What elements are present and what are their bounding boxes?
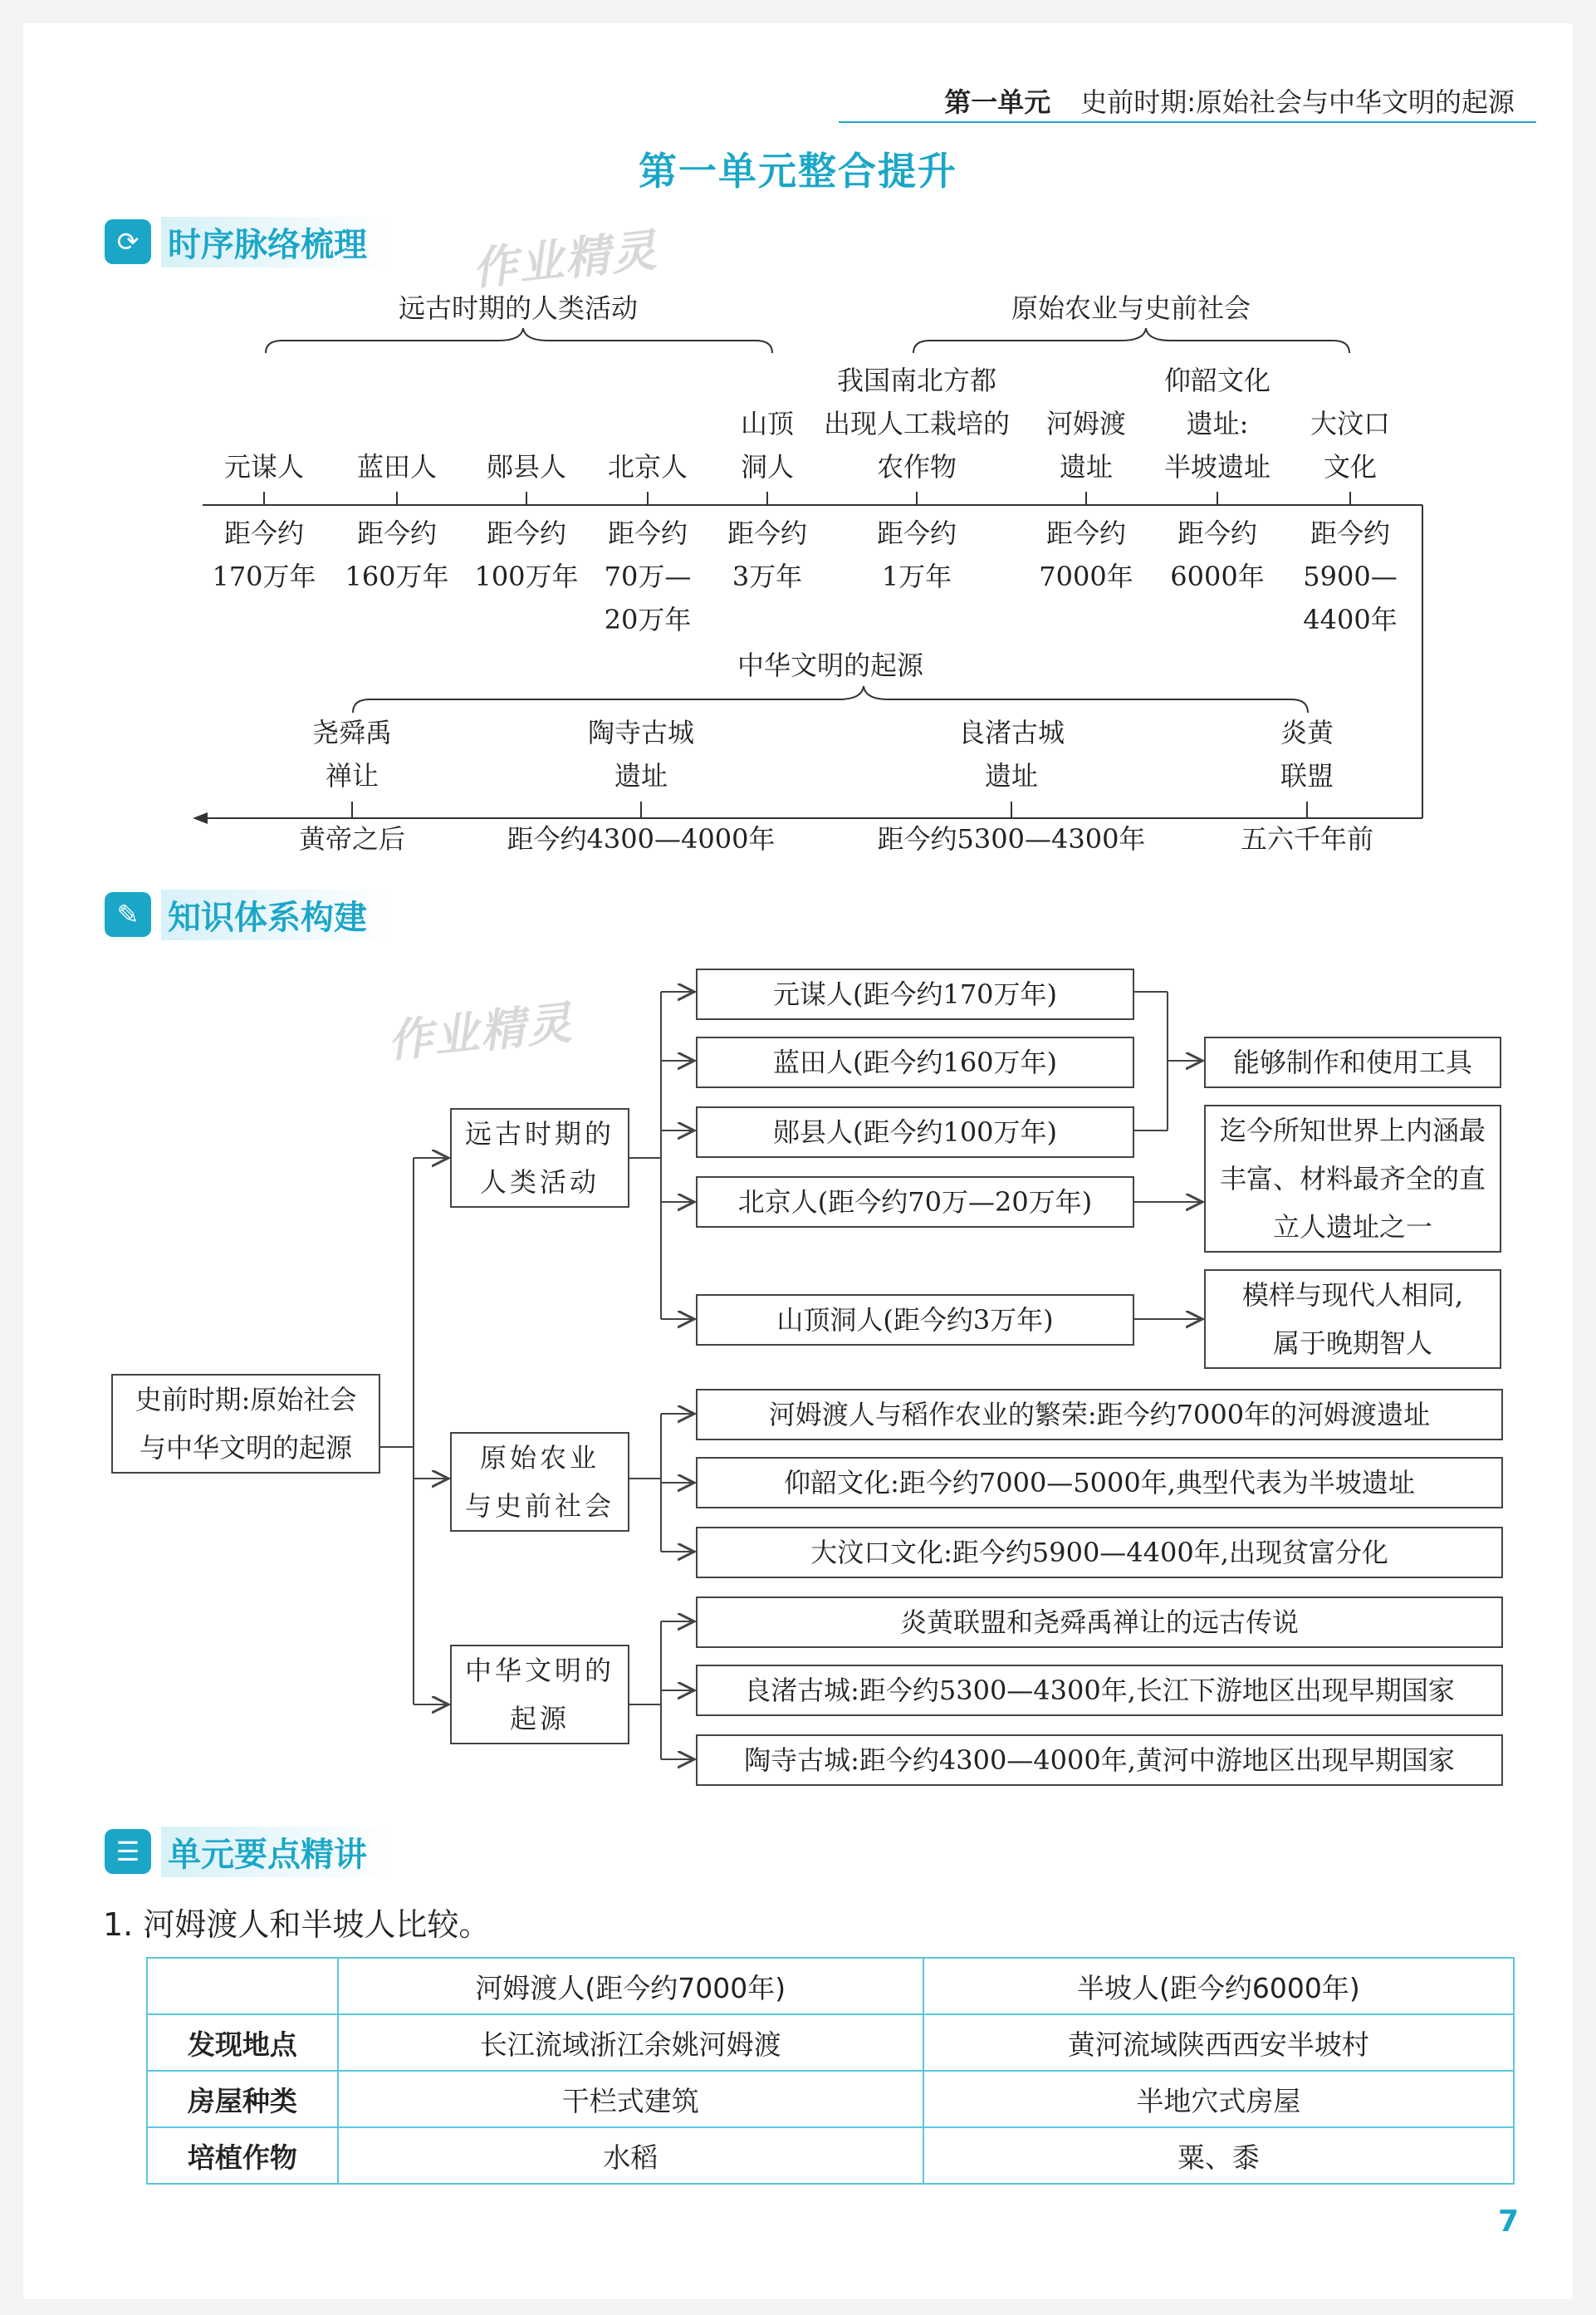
- root-line-1: 史前时期:原始社会: [135, 1384, 357, 1415]
- table-header-row: [147, 1958, 1514, 2014]
- timeline-event-name: 北京人: [607, 451, 688, 483]
- branch-ancient-line-2: 人类活动: [479, 1166, 600, 1198]
- timeline-event-name: 遗址: [1059, 451, 1114, 483]
- civilization-event-date: 五六千年前: [1240, 823, 1374, 855]
- timeline-event-name: 大汶口: [1310, 408, 1391, 439]
- root-line-2: 与中华文明的起源: [139, 1432, 352, 1464]
- section2-title: 知识体系构建: [161, 890, 392, 940]
- page-number: 7: [1498, 2205, 1520, 2239]
- civilization-event-name: 联盟: [1280, 760, 1334, 792]
- page-title: 第一单元整合提升: [639, 149, 957, 194]
- table-col-banpo: 半坡人(距今约6000年): [923, 1958, 1514, 2014]
- timeline-event-date: 6000年: [1170, 561, 1265, 592]
- timeline-event-date: 距今约: [1177, 517, 1258, 549]
- leaf-legend: 炎黄联盟和尧舜禹禅让的远古传说: [696, 1596, 1503, 1648]
- civilization-event-name: 禅让: [325, 760, 379, 792]
- timeline-event-date: 距今约: [486, 517, 567, 549]
- note-beijing-line-1: 迄今所知世界上内涵最: [1219, 1115, 1486, 1146]
- group-left-label: 远古时期的人类活动: [398, 292, 639, 324]
- question-1: 1. 河姆渡人和半坡人比较。: [103, 1906, 491, 1943]
- branch-ancient-line-1: 远古时期的: [464, 1118, 614, 1150]
- timeline-event-date: 距今约: [607, 517, 688, 549]
- mindmap-root: [111, 1374, 380, 1474]
- timeline-event-date: 距今约: [1045, 517, 1127, 549]
- timeline-event-name: 蓝田人: [356, 451, 438, 483]
- leaf-lantian: 蓝田人(距今约160万年): [696, 1037, 1134, 1088]
- timeline-event-name: 遗址:: [1186, 408, 1249, 439]
- timeline-event-date: 5900—: [1303, 561, 1398, 592]
- note-tools: 能够制作和使用工具: [1204, 1037, 1501, 1088]
- note-sapiens-line-2: 属于晚期智人: [1272, 1327, 1432, 1359]
- timeline-event-name: 农作物: [876, 451, 957, 483]
- timeline-event-date: 距今约: [356, 517, 438, 549]
- table-corner: [147, 1958, 338, 2014]
- table-row: [147, 2071, 1514, 2127]
- branch-agriculture: [450, 1432, 629, 1532]
- civilization-event-date: 距今约5300—4300年: [877, 823, 1146, 855]
- unit-label: 第一单元: [944, 86, 1051, 118]
- timeline-event-date: 3万年: [732, 561, 803, 592]
- table-cell: 水稻: [338, 2127, 923, 2184]
- civilization-event-name: 遗址: [984, 760, 1039, 792]
- timeline-event-name: 洞人: [740, 451, 795, 483]
- branch-civilization: [450, 1645, 629, 1744]
- timeline-event-name: 山顶: [740, 408, 795, 439]
- unit-title: 史前时期:原始社会与中华文明的起源: [1080, 86, 1515, 118]
- timeline-event-name: 半坡遗址: [1163, 451, 1271, 483]
- note-sapiens: [1204, 1269, 1501, 1369]
- timeline-event-date: 距今约: [727, 517, 808, 549]
- civilization-event-name: 尧舜禹: [311, 717, 393, 748]
- table-row: [147, 2014, 1514, 2071]
- timeline-event-name: 元谋人: [223, 451, 305, 483]
- timeline-event-name: 河姆渡: [1045, 408, 1127, 439]
- civilization-event-date: 距今约4300—4000年: [507, 823, 776, 855]
- leaf-beijing: 北京人(距今约70万—20万年): [696, 1176, 1134, 1228]
- timeline-icon: ⟳: [105, 219, 151, 264]
- timeline-event-date: 距今约: [876, 517, 957, 549]
- watermark-2: 作业精灵: [384, 996, 576, 1068]
- timeline-event-name: 仰韶文化: [1163, 365, 1271, 396]
- timeline-event-date: 100万年: [474, 561, 579, 592]
- leaf-shandingdong: 山顶洞人(距今约3万年): [696, 1294, 1134, 1346]
- timeline-event-name: 文化: [1323, 451, 1378, 483]
- leaf-dawenkou: 大汶口文化:距今约5900—4400年,出现贫富分化: [696, 1527, 1503, 1578]
- note-beijing-line-3: 立人遗址之一: [1272, 1211, 1432, 1243]
- timeline-event-date: 7000年: [1039, 561, 1133, 592]
- branch-agriculture-line-2: 与史前社会: [464, 1490, 614, 1522]
- civilization-event-date: 黄帝之后: [298, 823, 406, 855]
- branch-ancient: [450, 1108, 629, 1208]
- timeline-event-date: 距今约: [1310, 517, 1391, 549]
- leaf-yangshao: 仰韶文化:距今约7000—5000年,典型代表为半坡遗址: [696, 1457, 1503, 1508]
- group-bottom-label: 中华文明的起源: [737, 650, 924, 681]
- leaf-yuanmou: 元谋人(距今约170万年): [696, 969, 1134, 1020]
- table-row-label: 培植作物: [147, 2127, 338, 2184]
- timeline-event-name: 出现人工栽培的: [823, 408, 1011, 439]
- comparison-table: [146, 1957, 1515, 2185]
- section1-title: 时序脉络梳理: [161, 217, 392, 267]
- group-right-label: 原始农业与史前社会: [1011, 292, 1251, 324]
- timeline-event-name: 郧县人: [486, 451, 567, 483]
- section3-heading: [105, 1827, 392, 1876]
- civilization-event-name: 遗址: [614, 760, 668, 792]
- branch-civilization-line-2: 起源: [509, 1703, 570, 1734]
- civilization-event-name: 炎黄: [1280, 717, 1334, 748]
- note-beijing: [1204, 1105, 1501, 1253]
- leaf-yunxian: 郧县人(距今约100万年): [696, 1106, 1134, 1158]
- timeline-event-date: 170万年: [212, 561, 316, 592]
- watermark: 作业精灵: [469, 223, 661, 296]
- table-row-label: 发现地点: [147, 2014, 338, 2071]
- civilization-event-name: 陶寺古城: [587, 717, 695, 748]
- note-beijing-line-2: 丰富、材料最齐全的直: [1219, 1163, 1486, 1194]
- timeline-event-date: 距今约: [223, 517, 305, 549]
- table-cell: 粟、黍: [923, 2127, 1514, 2184]
- table-row: [147, 2127, 1514, 2184]
- timeline-event-date: 20万年: [604, 604, 692, 635]
- section3-title: 单元要点精讲: [161, 1827, 392, 1877]
- branch-civilization-line-1: 中华文明的: [464, 1655, 614, 1686]
- branch-agriculture-line-1: 原始农业: [479, 1442, 600, 1474]
- table-cell: 黄河流域陕西西安半坡村: [923, 2014, 1514, 2071]
- civilization-event-name: 良渚古城: [957, 717, 1065, 748]
- note-sapiens-line-1: 模样与现代人相同,: [1241, 1279, 1464, 1311]
- timeline-event-date: 1万年: [881, 561, 952, 592]
- leaf-taosi: 陶寺古城:距今约4300—4000年,黄河中游地区出现早期国家: [696, 1734, 1503, 1786]
- timeline-event-date: 70万—: [604, 561, 692, 592]
- table-cell: 半地穴式房屋: [923, 2071, 1514, 2127]
- leaf-hemudu: 河姆渡人与稻作农业的繁荣:距今约7000年的河姆渡遗址: [696, 1389, 1503, 1440]
- table-cell: 长江流域浙江余姚河姆渡: [338, 2014, 923, 2071]
- table-cell: 干栏式建筑: [338, 2071, 923, 2127]
- timeline-event-date: 160万年: [345, 561, 449, 592]
- leaf-liangzhu: 良渚古城:距今约5300—4300年,长江下游地区出现早期国家: [696, 1665, 1503, 1716]
- book-icon: ☰: [105, 1829, 151, 1874]
- timeline-event-date: 4400年: [1303, 604, 1398, 635]
- table-row-label: 房屋种类: [147, 2071, 338, 2127]
- timeline-event-name: 我国南北方都: [836, 365, 997, 396]
- puzzle-icon: ✎: [105, 892, 151, 937]
- table-col-hemudu: 河姆渡人(距今约7000年): [338, 1958, 923, 2014]
